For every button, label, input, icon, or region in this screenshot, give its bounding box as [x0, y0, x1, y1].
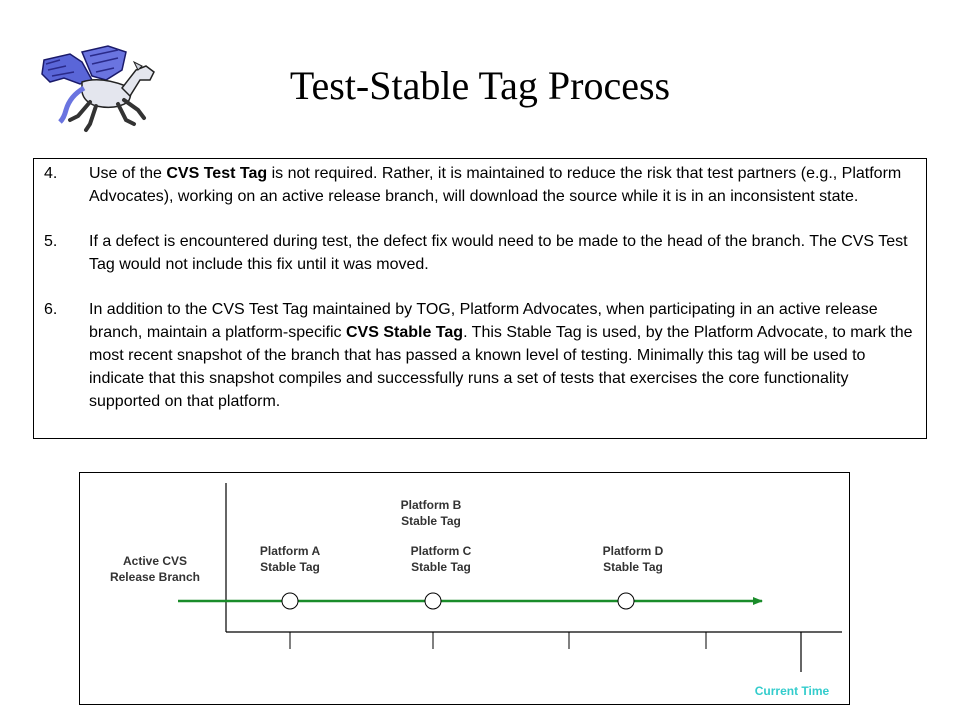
notes-box: [33, 158, 927, 439]
tag-a-marker: [282, 593, 298, 609]
tag-d-label: Platform D Stable Tag: [602, 544, 664, 574]
tag-c-label: Platform C Stable Tag: [410, 544, 472, 574]
tag-d-marker: [618, 593, 634, 609]
note-text: Use of the CVS Test Tag is not required. Rather, it is maintained to reduce the risk that test partners (e.g., Platform Advocates), working on an active release branch, will download the source while it is in an inconsistent state.: [89, 165, 902, 205]
tag-timeline-diagram: [79, 472, 850, 705]
note-item: [44, 230, 916, 276]
note-number: 6.: [44, 301, 58, 318]
note-item: [44, 298, 916, 413]
note-text: If a defect is encountered during test, the defect fix would need to be made to the head of the branch. The CVS Test Tag would not include this fix until it was moved.: [89, 233, 908, 273]
page-title: Test-Stable Tag Process: [289, 63, 671, 108]
note-text: In addition to the CVS Test Tag maintained by TOG, Platform Advocates, when participating in an active release branch, maintain a platform-specific CVS Stable Tag. This Stable Tag is used, by the Platform Advocate, to mark the most recent snapshot of the branch that has passed a known level of testing. Minimally this tag will be used to indicate that this snapshot compiles and successfully runs a set of tests that exercises the core functionality supported on that platform.: [89, 301, 913, 410]
tag-a-label: Platform A Stable Tag: [259, 544, 321, 574]
branch-label: Active CVS Release Branch: [109, 554, 201, 584]
note-item: [44, 162, 916, 208]
tag-b-label: Platform B Stable Tag: [400, 498, 462, 528]
note-number: 4.: [44, 165, 58, 182]
current-time-label: Current Time: [754, 684, 830, 698]
tag-bc-marker: [425, 593, 441, 609]
note-number: 5.: [44, 233, 58, 250]
